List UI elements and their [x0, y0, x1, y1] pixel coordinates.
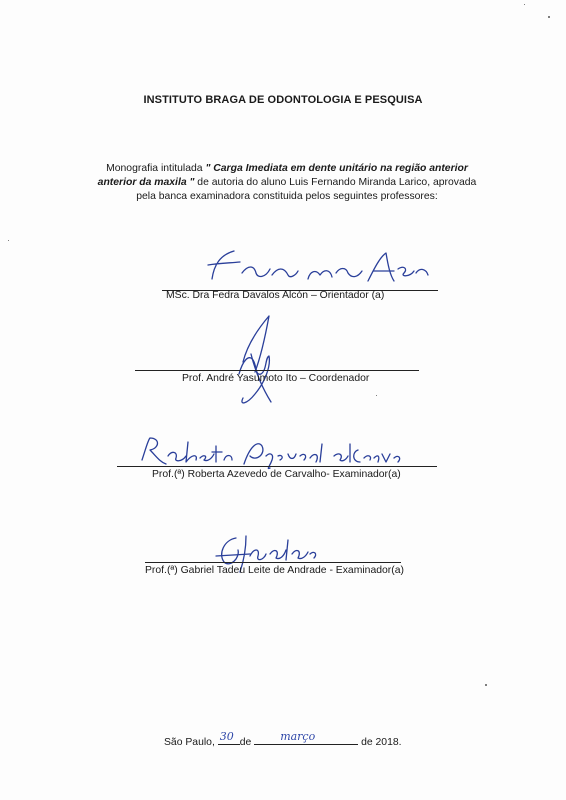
institution-title: INSTITUTO BRAGA DE ODONTOLOGIA E PESQUISA	[143, 94, 423, 106]
scan-speck	[524, 4, 525, 5]
scan-speck	[376, 395, 377, 396]
signatory-name: Prof. André Yasumoto Ito – Coordenador	[182, 373, 370, 384]
signatory-name: Prof.(ª) Gabriel Tadeu Leite de Andrade - Examinador(a)	[145, 565, 404, 576]
monograph-title-line1: " Carga Imediata em dente unitário na região anterior	[205, 163, 468, 174]
scan-speck	[485, 684, 487, 686]
day-blank	[218, 730, 240, 745]
signatory-name: MSc. Dra Fedra Davalos Alcón – Orientador (a)	[166, 290, 385, 301]
approval-statement	[78, 162, 496, 204]
de-label-1: de	[239, 737, 252, 748]
handwritten-month: março	[280, 730, 316, 743]
author-statement: de autoria do aluno Luis Fernando Miranda Larico, aprovada	[194, 177, 477, 188]
year-label: de 2018.	[361, 737, 402, 748]
monograph-title-line2: anterior da maxila "	[97, 177, 195, 188]
city-label: São Paulo,	[164, 737, 215, 748]
scan-speck	[548, 16, 550, 18]
signatory-name: Prof.(ª) Roberta Azevedo de Carvalho- Examinador(a)	[152, 469, 401, 480]
handwritten-signature	[225, 312, 285, 412]
date-line	[164, 730, 402, 748]
handwritten-signature	[200, 243, 450, 288]
handwritten-day: 30	[219, 730, 234, 743]
committee-statement: pela banca examinadora constituida pelos seguintes professores:	[136, 191, 438, 202]
month-blank	[254, 730, 358, 745]
intro-prefix: Monografia intitulada	[106, 163, 206, 174]
scan-speck	[8, 240, 9, 241]
